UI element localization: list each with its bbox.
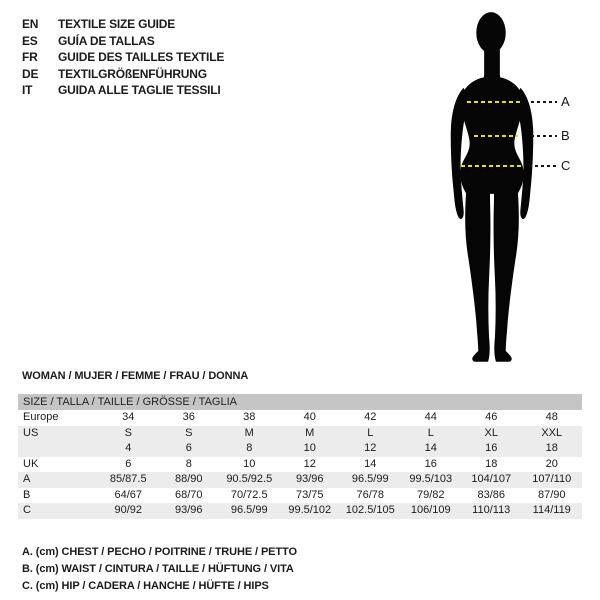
size-cell: 34 [122, 411, 135, 423]
size-table-header: SIZE / TALLA / TAILLE / GRÖSSE / TAGLIA [18, 394, 582, 410]
size-cell: 76/78 [356, 488, 385, 501]
size-cell: 96.5/99 [351, 473, 389, 485]
size-cell: 40 [303, 411, 316, 423]
size-cell: 18 [545, 442, 558, 454]
size-cell: 99.5/103 [409, 473, 453, 485]
language-row-es [22, 33, 224, 50]
size-cell: M [305, 426, 315, 439]
size-cell: 14 [424, 442, 437, 454]
size-cell: 12 [364, 442, 377, 454]
size-cell: 64/67 [114, 488, 143, 501]
size-cell: 46 [485, 411, 498, 423]
language-row-en [22, 16, 224, 33]
language-title: GUIDE DES TAILLES TEXTILE [58, 50, 225, 64]
language-row-it [22, 82, 224, 99]
size-cell: 87/90 [537, 488, 566, 501]
size-cell: 73/75 [295, 488, 324, 501]
size-cell: 44 [424, 411, 437, 423]
size-cell: 18 [485, 457, 498, 470]
size-cell: 14 [364, 457, 377, 470]
size-cell: 83/86 [477, 488, 506, 501]
row-label [18, 441, 98, 457]
row-label: Europe [23, 411, 59, 423]
language-title: TEXTILGRÖßENFÜHRUNG [58, 66, 207, 81]
size-cell: 42 [364, 411, 377, 423]
measure-label-c: C [561, 158, 571, 173]
size-cell: 38 [243, 411, 256, 423]
size-cell: 99.5/102 [288, 504, 332, 516]
size-cell: 85/87.5 [109, 473, 147, 485]
legend-chest: A. (cm) CHEST / PECHO / POITRINE / TRUHE / PETTO [22, 546, 297, 558]
waist-leader-line [531, 135, 557, 137]
size-cell: 8 [246, 442, 253, 454]
legend-waist: B. (cm) WAIST / CINTURA / TAILLE / HÜFTUNG / VITA [22, 563, 294, 575]
size-cell: L [427, 426, 434, 439]
size-cell: 16 [424, 457, 437, 470]
language-row-fr [22, 49, 224, 66]
size-cell: 70/72.5 [230, 488, 268, 501]
language-code: IT [22, 83, 33, 97]
size-cell: 12 [303, 457, 316, 470]
chest-leader-line [531, 101, 557, 103]
language-row-de [22, 66, 224, 83]
language-title-block [22, 16, 224, 99]
size-cell: 8 [185, 457, 192, 470]
row-label: US [23, 426, 39, 439]
size-cell: 4 [125, 442, 132, 454]
size-cell: M [244, 426, 254, 439]
size-cell: L [367, 426, 374, 439]
size-cell: XL [484, 426, 498, 439]
size-cell: 96.5/99 [230, 504, 268, 516]
table-row [18, 410, 582, 426]
legend-hip: C. (cm) HIP / CADERA / HANCHE / HÜFTE / HIPS [22, 580, 269, 592]
language-title: GUIDA ALLE TAGLIE TESSILI [58, 83, 221, 97]
size-cell: 90.5/92.5 [226, 473, 273, 485]
language-title: TEXTILE SIZE GUIDE [58, 17, 176, 31]
table-row [18, 503, 582, 519]
size-cell: 79/82 [416, 488, 445, 501]
size-cell: 93/96 [295, 473, 324, 485]
size-cell: 104/107 [471, 473, 512, 485]
measurement-legend [22, 544, 297, 595]
size-cell: 90/92 [114, 504, 143, 516]
size-cell: 6 [185, 442, 192, 454]
size-cell: 93/96 [174, 504, 203, 516]
row-label: C [23, 504, 31, 516]
table-row [18, 441, 582, 457]
measure-label-b: B [561, 128, 570, 143]
language-code: DE [22, 66, 39, 81]
size-cell: 10 [303, 442, 316, 454]
row-label: UK [23, 457, 39, 470]
size-cell: 110/113 [472, 504, 511, 516]
size-cell: 10 [243, 457, 256, 470]
table-row [18, 457, 582, 473]
size-cell: 20 [545, 457, 558, 470]
measure-label-a: A [561, 94, 570, 109]
language-code: FR [22, 50, 38, 64]
hip-measure-line [461, 165, 523, 167]
size-cell: 102.5/105 [345, 504, 395, 516]
language-code: EN [22, 17, 39, 31]
table-row [18, 426, 582, 442]
size-cell: 107/110 [532, 473, 572, 485]
measurement-figure [437, 2, 587, 368]
table-title: WOMAN / MUJER / FEMME / FRAU / DONNA [22, 370, 249, 382]
hip-leader-line [529, 165, 557, 167]
size-cell: 36 [182, 411, 195, 423]
language-title: GUÍA DE TALLAS [58, 33, 155, 48]
woman-silhouette-icon [437, 2, 547, 368]
size-cell: 68/70 [174, 488, 203, 501]
table-row [18, 472, 582, 488]
size-cell: 88/90 [174, 473, 203, 485]
row-label: B [23, 488, 31, 501]
size-cell: XXL [541, 426, 563, 439]
size-table-body [18, 410, 582, 519]
language-code: ES [22, 33, 38, 48]
size-table [18, 394, 582, 519]
size-cell: 48 [545, 411, 558, 423]
size-cell: 114/119 [532, 504, 571, 516]
size-cell: 16 [485, 442, 498, 454]
row-label: A [23, 473, 31, 485]
chest-measure-line [467, 101, 523, 103]
size-cell: S [124, 426, 132, 439]
size-cell: 6 [125, 457, 132, 470]
size-cell: 106/109 [410, 504, 451, 516]
size-cell: S [185, 426, 193, 439]
table-row [18, 488, 582, 504]
waist-measure-line [474, 135, 518, 137]
